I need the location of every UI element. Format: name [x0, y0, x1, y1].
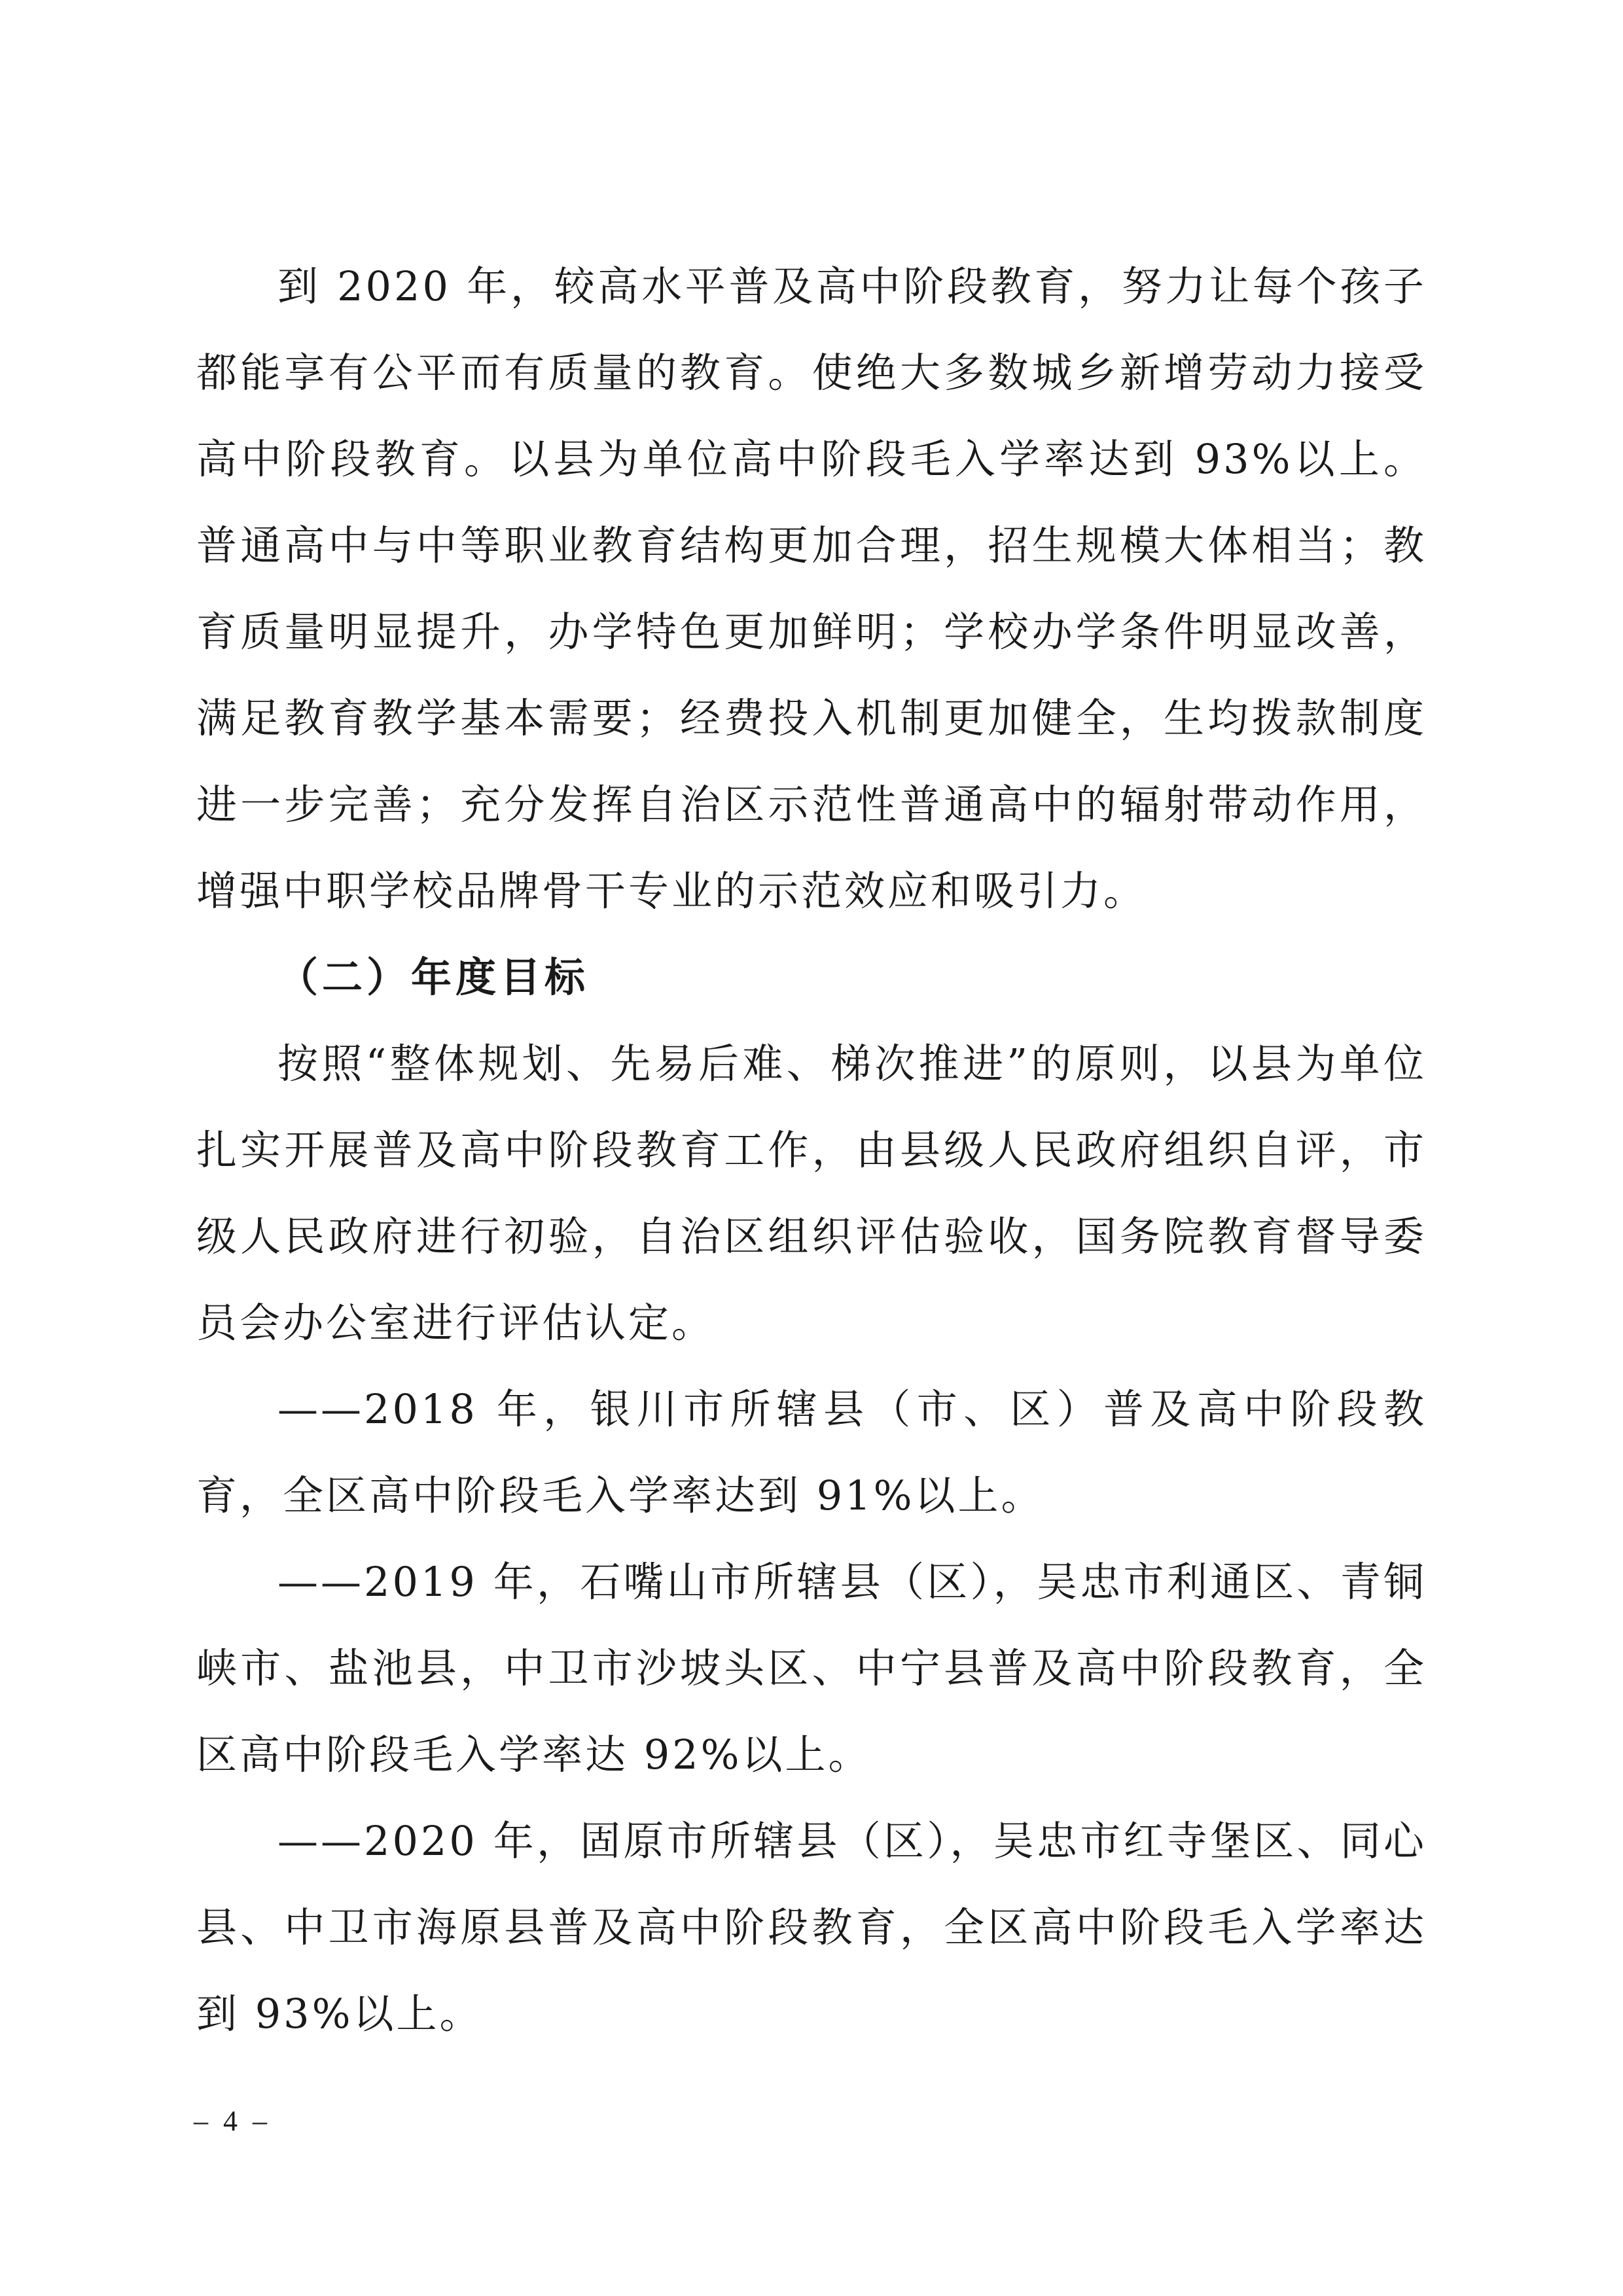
- paragraph-target-2018: ——2018 年，银川市所辖县（市、区）普及高中阶段教育，全区高中阶段毛入学率达到 91%以上。: [196, 1385, 1427, 1519]
- page-number: – 4 –: [194, 2105, 271, 2137]
- paragraph-target-2019: ——2019 年，石嘴山市所辖县（区），吴忠市利通区、青铜峡市、盐池县，中卫市沙坡头区、中宁县普及高中阶段教育，全区高中阶段毛入学率达 92%以上。: [196, 1558, 1427, 1778]
- document-body: [196, 243, 1427, 2057]
- section-heading-annual-targets: （二）年度目标: [277, 953, 590, 1001]
- paragraph-2020-goal: 到 2020 年，较高水平普及高中阶段教育，努力让每个孩子都能享有公平而有质量的教育。使绝大多数城乡新增劳动力接受高中阶段教育。以县为单位高中阶段毛入学率达到 93%以上。普通高中与中等职业教育结构更加合理，招生规模大体相当；教育质量明显提升，办学特色更加鲜明；学校办学条件明显改善，满足教育教学基本需要；经费投入机制更加健全，生均拨款制度进一步完善；充分发挥自治区示范性普通高中的辐射带动作用，增强中职学校品牌骨干专业的示范效应和吸引力。: [196, 262, 1427, 915]
- paragraph-target-2020: ——2020 年，固原市所辖县（区），吴忠市红寺堡区、同心县、中卫市海原县普及高中阶段教育，全区高中阶段毛入学率达到 93%以上。: [196, 1817, 1427, 2038]
- paragraph-principle: 按照“整体规划、先易后难、梯次推进”的原则，以县为单位扎实开展普及高中阶段教育工作，由县级人民政府组织自评，市级人民政府进行初验，自治区组织评估验收，国务院教育督导委员会办公室进行评估认定。: [196, 1040, 1427, 1347]
